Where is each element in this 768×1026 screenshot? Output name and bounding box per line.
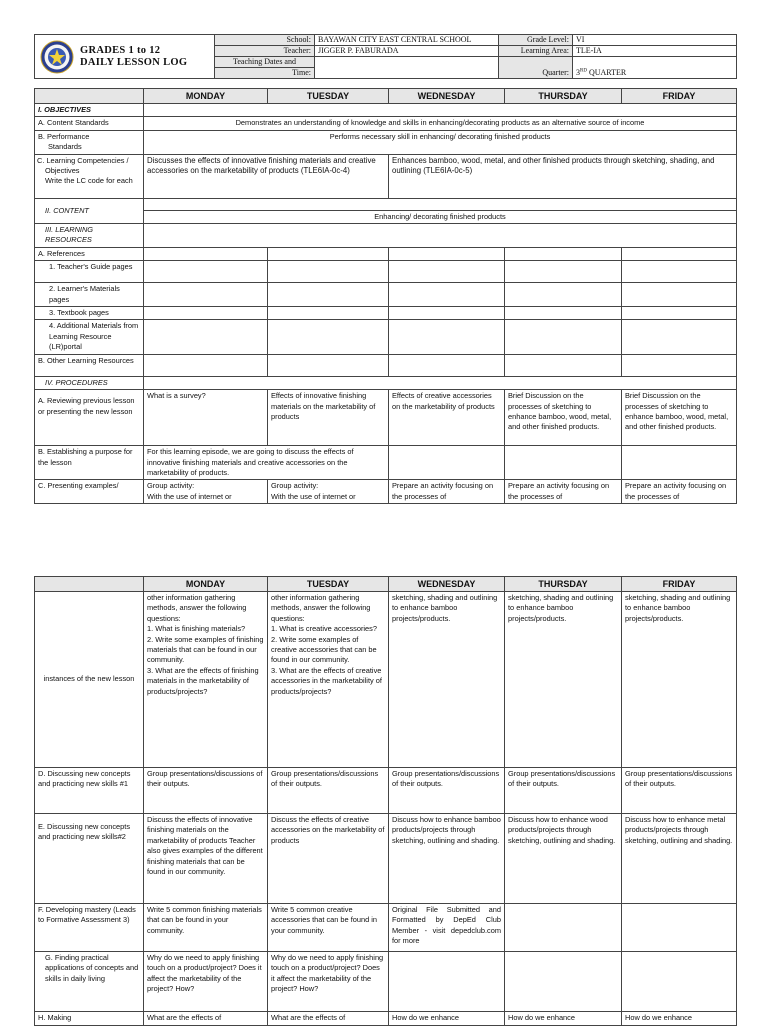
ref-additional-wed (389, 320, 505, 354)
applications-label: G. Finding practical applications of concepts and skills in daily living (35, 952, 144, 1012)
discussing2-thu: Discuss how to enhance wood products/projects through sketching, outlining and shading. (505, 814, 622, 904)
ref-lm-wed (389, 283, 505, 307)
mastery-label: F. Developing mastery (Leads to Formative Assessment 3) (35, 904, 144, 952)
instances-mon: other information gathering methods, answer the following questions: 1. What is finishing materials? 2. Write some examples of finishing materials that can be found in our community. 3. What are the effects of finishing materials in the marketability of products/projects? (144, 592, 268, 768)
discussing2-tue: Discuss the effects of creative accessories on the marketability of products (268, 814, 389, 904)
content-standards-value: Demonstrates an understanding of knowledge and skills in enhancing/decorating products as an alternative source of income (144, 117, 737, 130)
school-label: School: (215, 35, 315, 46)
references-thu (505, 247, 622, 260)
performance-label (35, 130, 144, 154)
instances-thu: sketching, shading and outlining to enhance bamboo projects/products. (505, 592, 622, 768)
ref-textbook-fri (622, 307, 737, 320)
other-resources-mon (144, 354, 268, 376)
other-resources-fri (622, 354, 737, 376)
quarter-label: Quarter: (499, 57, 573, 79)
reviewing-wed: Effects of creative accessories on the marketability of products (389, 390, 505, 446)
purpose-label: B. Establishing a purpose for the lesson (35, 446, 144, 480)
instances-label: instances of the new lesson (35, 592, 144, 768)
resources-blank (144, 224, 737, 248)
lesson-log-table-1 (34, 88, 737, 504)
day-tuesday: TUESDAY (268, 89, 389, 104)
dates-label-line-2: Time: (292, 68, 311, 77)
reviewing-label: A. Reviewing previous lesson or presenting the new lesson (35, 390, 144, 446)
objectives-label: I. OBJECTIVES (35, 104, 144, 117)
discussing1-tue: Group presentations/discussions of their outputs. (268, 768, 389, 814)
instances-fri: sketching, shading and outlining to enhance bamboo projects/products. (622, 592, 737, 768)
day-tuesday-2: TUESDAY (268, 577, 389, 592)
resources-label: III. LEARNING RESOURCES (35, 224, 144, 248)
ref-additional-mon (144, 320, 268, 354)
applications-tue: Why do we need to apply finishing touch on a product/project? Does it affect the marketability of the project? How? (268, 952, 389, 1012)
mastery-tue: Write 5 common creative accessories that can be found in your community. (268, 904, 389, 952)
discussing1-fri: Group presentations/discussions of their outputs. (622, 768, 737, 814)
presenting-fri: Prepare an activity focusing on the processes of (622, 480, 737, 504)
mastery-wed: Original File Submitted and Formatted by DepEd Club Member - visit depedclub.com for more (389, 904, 505, 952)
ref-additional-fri (622, 320, 737, 354)
performance-label-1: B. Performance (38, 131, 90, 141)
purpose-wed (389, 446, 505, 480)
discussing2-wed: Discuss how to enhance bamboo products/projects through sketching, outlining and shading. (389, 814, 505, 904)
grade-label: Grade Level: (499, 35, 573, 46)
reviewing-tue: Effects of innovative finishing materials on the marketability of products (268, 390, 389, 446)
dates-label-2-cell (215, 68, 315, 79)
mastery-mon: Write 5 common finishing materials that can be found in your community. (144, 904, 268, 952)
dates-value (315, 57, 499, 79)
lesson-log-table-2 (34, 576, 737, 1026)
ref-additional-tue (268, 320, 389, 354)
ref-lm-label: 2. Learner's Materials pages (35, 283, 144, 307)
ref-textbook-tue (268, 307, 389, 320)
presenting-wed: Prepare an activity focusing on the processes of (389, 480, 505, 504)
presenting-label: C. Presenting examples/ (35, 480, 144, 504)
title-line-1: GRADES 1 to 12 (80, 44, 161, 56)
other-resources-thu (505, 354, 622, 376)
reviewing-thu: Brief Discussion on the processes of sketching to enhance bamboo, wood, metal, and other finished products. (505, 390, 622, 446)
content-blank (144, 198, 737, 210)
day-wednesday-2: WEDNESDAY (389, 577, 505, 592)
quarter-superscript: RD (580, 68, 587, 74)
corner-cell-2 (35, 577, 144, 592)
competency-mon-tue: Discusses the effects of innovative finishing materials and creative accessories on the marketability of products (TLE6IA-0c-4) (144, 154, 389, 198)
content-value: Enhancing/ decorating finished products (144, 210, 737, 223)
ref-textbook-thu (505, 307, 622, 320)
ref-tg-fri (622, 261, 737, 283)
discussing2-fri: Discuss how to enhance metal products/projects through sketching, outlining and shading. (622, 814, 737, 904)
ref-additional-thu (505, 320, 622, 354)
ref-lm-tue (268, 283, 389, 307)
applications-fri (622, 952, 737, 1012)
references-fri (622, 247, 737, 260)
ref-tg-label: 1. Teacher's Guide pages (35, 261, 144, 283)
content-standards-label: A. Content Standards (35, 117, 144, 130)
day-header-row-2 (35, 577, 737, 592)
header-title-cell (35, 35, 215, 79)
references-mon (144, 247, 268, 260)
instances-tue: other information gathering methods, answer the following questions: 1. What is creative accessories? 2. Write some examples of creative accessories that can be found in our community. 3. What are the effects of creative accessories in the marketability of products/projects? (268, 592, 389, 768)
other-resources-wed (389, 354, 505, 376)
discussing1-mon: Group presentations/discussions of their outputs. (144, 768, 268, 814)
discussing1-thu: Group presentations/discussions of their outputs. (505, 768, 622, 814)
title-line-2: DAILY LESSON LOG (80, 56, 188, 68)
mastery-fri (622, 904, 737, 952)
procedures-label: IV. PROCEDURES (35, 376, 144, 389)
discussing1-label: D. Discussing new concepts and practicing new skills #1 (35, 768, 144, 814)
ref-textbook-wed (389, 307, 505, 320)
competency-wed-fri: Enhances bamboo, wood, metal, and other finished products through sketching, shading, and outlining (TLE6IA-0c-5) (389, 154, 737, 198)
applications-thu (505, 952, 622, 1012)
generalizing-thu: How do we enhance (505, 1012, 622, 1026)
references-wed (389, 247, 505, 260)
day-header-row (35, 89, 737, 104)
procedures-blank (144, 376, 737, 389)
generalizing-label: H. Making (35, 1012, 144, 1026)
day-thursday-2: THURSDAY (505, 577, 622, 592)
ref-tg-wed (389, 261, 505, 283)
dates-label (215, 57, 315, 68)
teacher-value: JIGGER P. FABURADA (315, 46, 499, 57)
reviewing-mon: What is a survey? (144, 390, 268, 446)
ref-additional-label: 4. Additional Materials from Learning Resource (LR)portal (35, 320, 144, 354)
purpose-fri (622, 446, 737, 480)
presenting-mon: Group activity: With the use of internet or (144, 480, 268, 504)
grade-value: VI (573, 35, 737, 46)
references-label: A. References (35, 247, 144, 260)
objectives-blank (144, 104, 737, 117)
generalizing-mon: What are the effects of (144, 1012, 268, 1026)
quarter-word: QUARTER (586, 68, 627, 77)
dates-label-line-1: Teaching Dates and (233, 57, 296, 66)
ref-lm-thu (505, 283, 622, 307)
ref-tg-thu (505, 261, 622, 283)
applications-mon: Why do we need to apply finishing touch on a product/project? Does it affect the marketability of the project? How? (144, 952, 268, 1012)
purpose-value: For this learning episode, we are going to discuss the effects of innovative finishing materials and creative accessories on the marketability of products. (144, 446, 389, 480)
presenting-thu: Prepare an activity focusing on the processes of (505, 480, 622, 504)
ref-tg-tue (268, 261, 389, 283)
ref-textbook-mon (144, 307, 268, 320)
generalizing-wed: How do we enhance (389, 1012, 505, 1026)
content-label: II. CONTENT (35, 198, 144, 223)
performance-value: Performs necessary skill in enhancing/ decorating finished products (144, 130, 737, 154)
day-monday-2: MONDAY (144, 577, 268, 592)
header-table (34, 34, 737, 79)
other-resources-label: B. Other Learning Resources (35, 354, 144, 376)
performance-label-2: Standards (48, 142, 82, 152)
discussing2-mon: Discuss the effects of innovative finishing materials on the marketability of products Teacher also gives examples of the different finishing materials that can be found in our community. (144, 814, 268, 904)
references-tue (268, 247, 389, 260)
ref-tg-mon (144, 261, 268, 283)
presenting-tue: Group activity: With the use of internet or (268, 480, 389, 504)
ref-lm-mon (144, 283, 268, 307)
teacher-label: Teacher: (215, 46, 315, 57)
ref-lm-fri (622, 283, 737, 307)
reviewing-fri: Brief Discussion on the processes of sketching to enhance bamboo, wood, metal, and other finished products. (622, 390, 737, 446)
competencies-label: C. Learning Competencies / Objectives Write the LC code for each (35, 154, 144, 198)
generalizing-tue: What are the effects of (268, 1012, 389, 1026)
day-thursday: THURSDAY (505, 89, 622, 104)
corner-cell (35, 89, 144, 104)
purpose-thu (505, 446, 622, 480)
discussing2-label: E. Discussing new concepts and practicing new skills#2 (35, 814, 144, 904)
discussing1-wed: Group presentations/discussions of their outputs. (389, 768, 505, 814)
mastery-thu (505, 904, 622, 952)
other-resources-tue (268, 354, 389, 376)
quarter-number: 3 (576, 68, 580, 77)
applications-wed (389, 952, 505, 1012)
day-monday: MONDAY (144, 89, 268, 104)
instances-wed: sketching, shading and outlining to enhance bamboo projects/products. (389, 592, 505, 768)
quarter-value (573, 57, 737, 79)
day-friday: FRIDAY (622, 89, 737, 104)
generalizing-fri: How do we enhance (622, 1012, 737, 1026)
day-wednesday: WEDNESDAY (389, 89, 505, 104)
school-value: BAYAWAN CITY EAST CENTRAL SCHOOL (315, 35, 499, 46)
day-friday-2: FRIDAY (622, 577, 737, 592)
deped-seal-icon (40, 40, 74, 74)
area-value: TLE-IA (573, 46, 737, 57)
area-label: Learning Area: (499, 46, 573, 57)
ref-textbook-label: 3. Textbook pages (35, 307, 144, 320)
